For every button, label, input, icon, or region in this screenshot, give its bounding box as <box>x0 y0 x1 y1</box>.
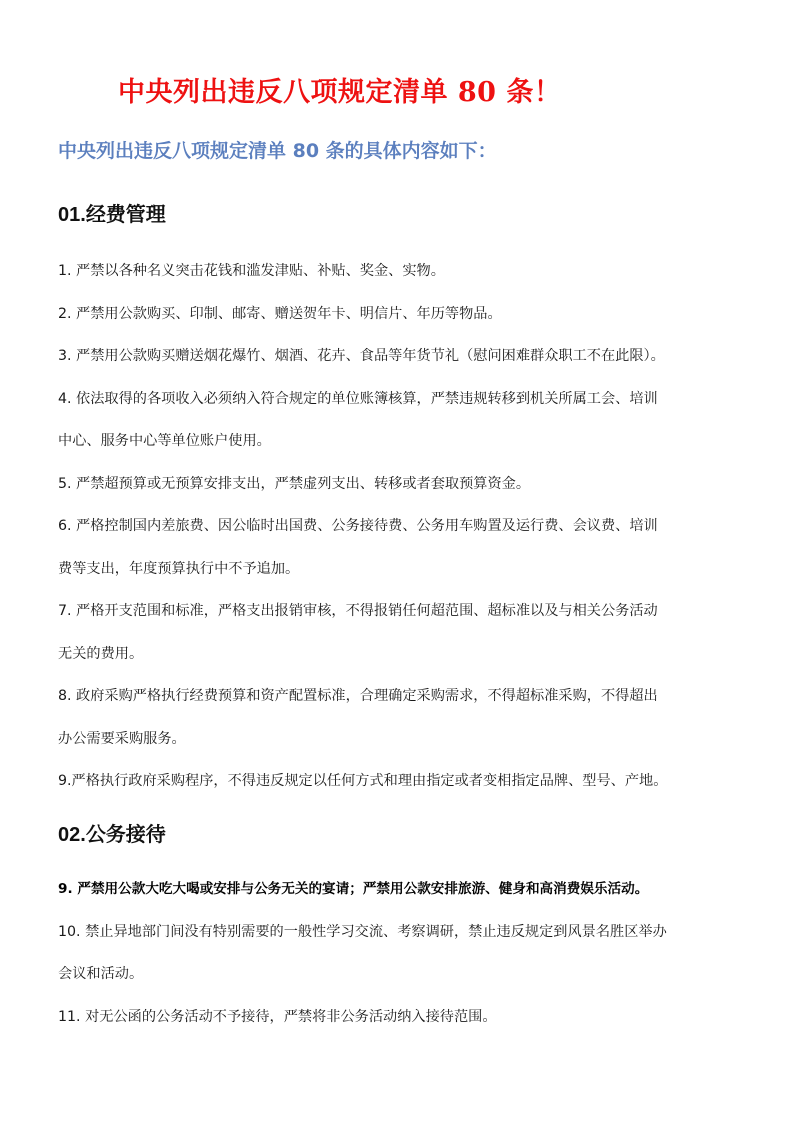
list-item <box>58 996 746 1039</box>
section-title: 经费管理 <box>85 202 166 226</box>
item-line: 1. 严禁以各种名义突击花钱和滥发津贴、补贴、奖金、实物。 <box>58 263 445 279</box>
list-item <box>58 675 746 760</box>
list-item <box>58 378 746 463</box>
item-line: 6. 严格控制国内差旅费、因公临时出国费、公务接待费、公务用车购置及运行费、会议费、培训 <box>58 518 658 534</box>
list-item <box>58 463 746 506</box>
item-line: 会议和活动。 <box>58 966 144 982</box>
item-line: 无关的费用。 <box>58 645 144 662</box>
list-item <box>58 250 746 293</box>
item-line: 4. 依法取得的各项收入必须纳入符合规定的单位账簿核算，严禁违规转移到机关所属工会、培训 <box>58 390 658 407</box>
section-heading-finance <box>58 198 166 227</box>
item-line: 11. 对无公函的公务活动不予接待，严禁将非公务活动纳入接待范围。 <box>58 1008 497 1025</box>
item-line: 5. 严禁超预算或无预算安排支出，严禁虚列支出、转移或者套取预算资金。 <box>58 475 531 492</box>
list-item <box>58 505 746 590</box>
item-line: 中心、服务中心等单位账户使用。 <box>58 433 271 449</box>
item-line: 3. 严禁用公款购买赠送烟花爆竹、烟酒、花卉、食品等年货节礼（慰问困难群众职工不在此限）。 <box>58 348 665 364</box>
item-line: 7. 严格开支范围和标准，严格支出报销审核，不得报销任何超范围、超标准以及与相关公务活动 <box>58 603 658 619</box>
item-line: 费等支出，年度预算执行中不予追加。 <box>58 560 300 577</box>
list-item <box>58 911 746 996</box>
item-line: 8. 政府采购严格执行经费预算和资产配置标准，合理确定采购需求，不得超标准采购，不得超出 <box>58 688 658 704</box>
item-line: 办公需要采购服务。 <box>58 730 186 747</box>
list-item <box>58 868 746 911</box>
list-item <box>58 760 746 803</box>
section-number: 02. <box>58 824 86 846</box>
item-line: 9. 严禁用公款大吃大喝或安排与公务无关的宴请；严禁用公款安排旅游、健身和高消费娱乐活动。 <box>58 881 649 897</box>
section-heading-reception <box>58 818 166 847</box>
item-line: 2. 严禁用公款购买、印制、邮寄、赠送贺年卡、明信片、年历等物品。 <box>58 305 502 322</box>
list-item <box>58 590 746 675</box>
list-item <box>58 335 746 378</box>
item-line: 9.严格执行政府采购程序，不得违反规定以任何方式和理由指定或者变相指定品牌、型号、产地。 <box>58 773 668 789</box>
document-subtitle: 中央列出违反八项规定清单 80 条的具体内容如下： <box>58 140 497 162</box>
section-title: 公务接待 <box>85 822 166 846</box>
section-list-reception <box>58 868 746 1038</box>
document-title: 中央列出违反八项规定清单 80 条！ <box>118 77 562 108</box>
list-item <box>58 293 746 336</box>
section-list-finance <box>58 250 746 803</box>
section-number: 01. <box>58 204 86 226</box>
item-line: 10. 禁止异地部门间没有特别需要的一般性学习交流、考察调研，禁止违反规定到风景名胜区举办 <box>58 923 667 940</box>
